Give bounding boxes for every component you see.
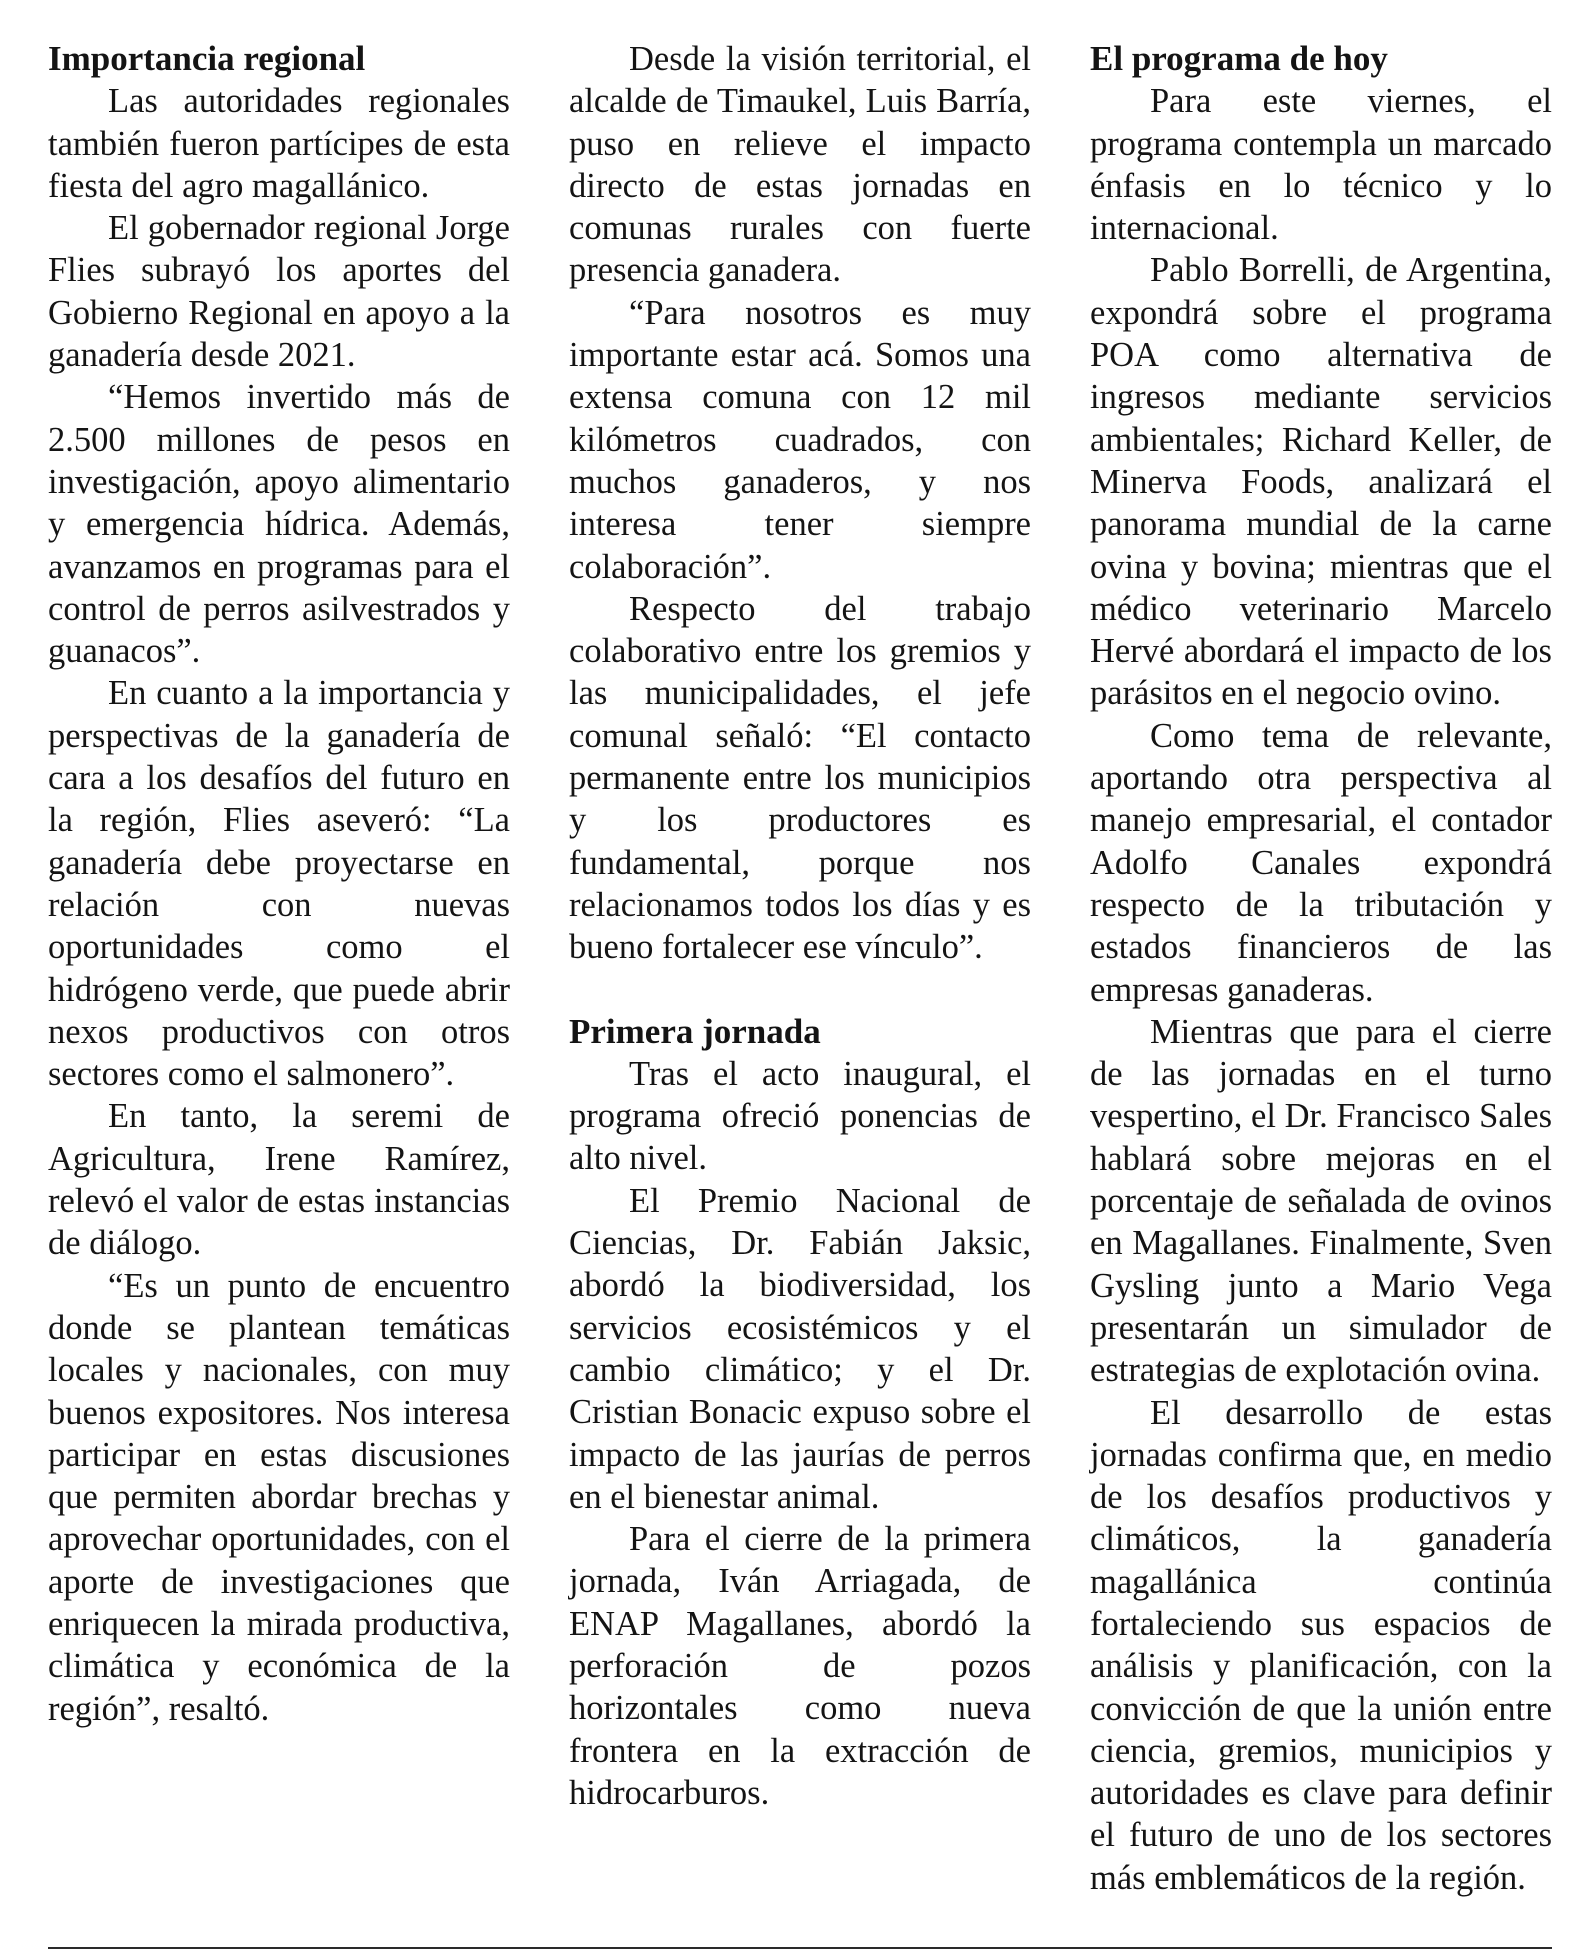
paragraph: Como tema de relevante, aportando otra perspectiva al manejo empresarial, el contador Adolfo Canales expondrá respecto de la tributación y estados financieros de las empresas ganaderas. [1090,716,1552,1009]
article-column-3 [1090,38,1552,1899]
paragraph: El Premio Nacional de Ciencias, Dr. Fabián Jaksic, abordó la biodiversidad, los servicios ecosistémicos y el cambio climático; y el Dr. Cristian Bonacic expuso sobre el impacto de las jaurías de perros en el bienestar animal. [569,1181,1031,1516]
paragraph: “Es un punto de encuentro donde se plantean temáticas locales y nacionales, con muy buenos expositores. Nos interesa participar en estas discusiones que permiten abordar brechas y aprovechar oportunidades, con el aporte de investigaciones que enriquecen la mirada productiva, climática y económica de la región”, resaltó. [48,1266,510,1728]
paragraph: Respecto del trabajo colaborativo entre los gremios y las municipalidades, el jefe comunal señaló: “El contacto permanente entre los municipios y los productores es fundamental, porque nos relacionamos todos los días y es bueno fortalecer ese vínculo”. [569,589,1031,967]
article-column-1 [48,38,510,1730]
paragraph: Para este viernes, el programa contempla un marcado énfasis en lo técnico y lo internacional. [1090,82,1552,248]
paragraph: Mientras que para el cierre de las jornadas en el turno vespertino, el Dr. Francisco Sales hablará sobre mejoras en el porcentaje de señalada de ovinos en Magallanes. Finalmente, Sven Gysling junto a Mario Vega presentarán un simulador de estrategias de explotación ovina. [1090,1012,1552,1390]
section-heading-importancia-regional: Importancia regional [48,39,366,78]
bottom-divider [48,1947,1552,1949]
paragraph: Desde la visión territorial, el alcalde de Timaukel, Luis Barría, puso en relieve el impacto directo de estas jornadas en comunas rurales con fuerte presencia ganadera. [569,40,1031,290]
paragraph: “Hemos invertido más de 2.500 millones de pesos en investigación, apoyo alimentario y emergencia hídrica. Además, avanzamos en programas para el control de perros asilvestrados y guanacos”. [48,378,510,671]
section-heading-el-programa-de-hoy: El programa de hoy [1090,39,1388,78]
paragraph: Pablo Borrelli, de Argentina, expondrá sobre el programa POA como alternativa de ingresos mediante servicios ambientales; Richard Keller, de Minerva Foods, analizará el panorama mundial de la carne ovina y bovina; mientras que el médico veterinario Marcelo Hervé abordará el impacto de los parásitos en el negocio ovino. [1090,251,1552,713]
paragraph: En tanto, la seremi de Agricultura, Irene Ramírez, relevó el valor de estas instancias de diálogo. [48,1097,510,1263]
paragraph: El desarrollo de estas jornadas confirma que, en medio de los desafíos productivos y climáticos, la ganadería magallánica continúa fortaleciendo sus espacios de análisis y planificación, con la convicción de que la unión entre ciencia, gremios, municipios y autoridades es clave para definir el futuro de uno de los sectores más emblemáticos de la región. [1090,1393,1552,1897]
paragraph: “Para nosotros es muy importante estar acá. Somos una extensa comuna con 12 mil kilómetros cuadrados, con muchos ganaderos, y nos interesa tener siempre colaboración”. [569,293,1031,586]
paragraph: Tras el acto inaugural, el programa ofreció ponencias de alto nivel. [569,1054,1031,1178]
paragraph: El gobernador regional Jorge Flies subrayó los aportes del Gobierno Regional en apoyo a la ganadería desde 2021. [48,209,510,375]
article-column-2 [569,38,1031,1814]
paragraph: Las autoridades regionales también fueron partícipes de esta fiesta del agro magallánico. [48,82,510,205]
paragraph: Para el cierre de la primera jornada, Iván Arriagada, de ENAP Magallanes, abordó la perforación de pozos horizontales como nueva frontera en la extracción de hidrocarburos. [569,1520,1031,1812]
paragraph: En cuanto a la importancia y perspectivas de la ganadería de cara a los desafíos del futuro en la región, Flies aseveró: “La ganadería debe proyectarse en relación con nuevas oportunidades como el hidrógeno verde, que puede abrir nexos productivos con otros sectores como el salmonero”. [48,674,510,1094]
section-heading-primera-jornada: Primera jornada [569,1011,821,1051]
